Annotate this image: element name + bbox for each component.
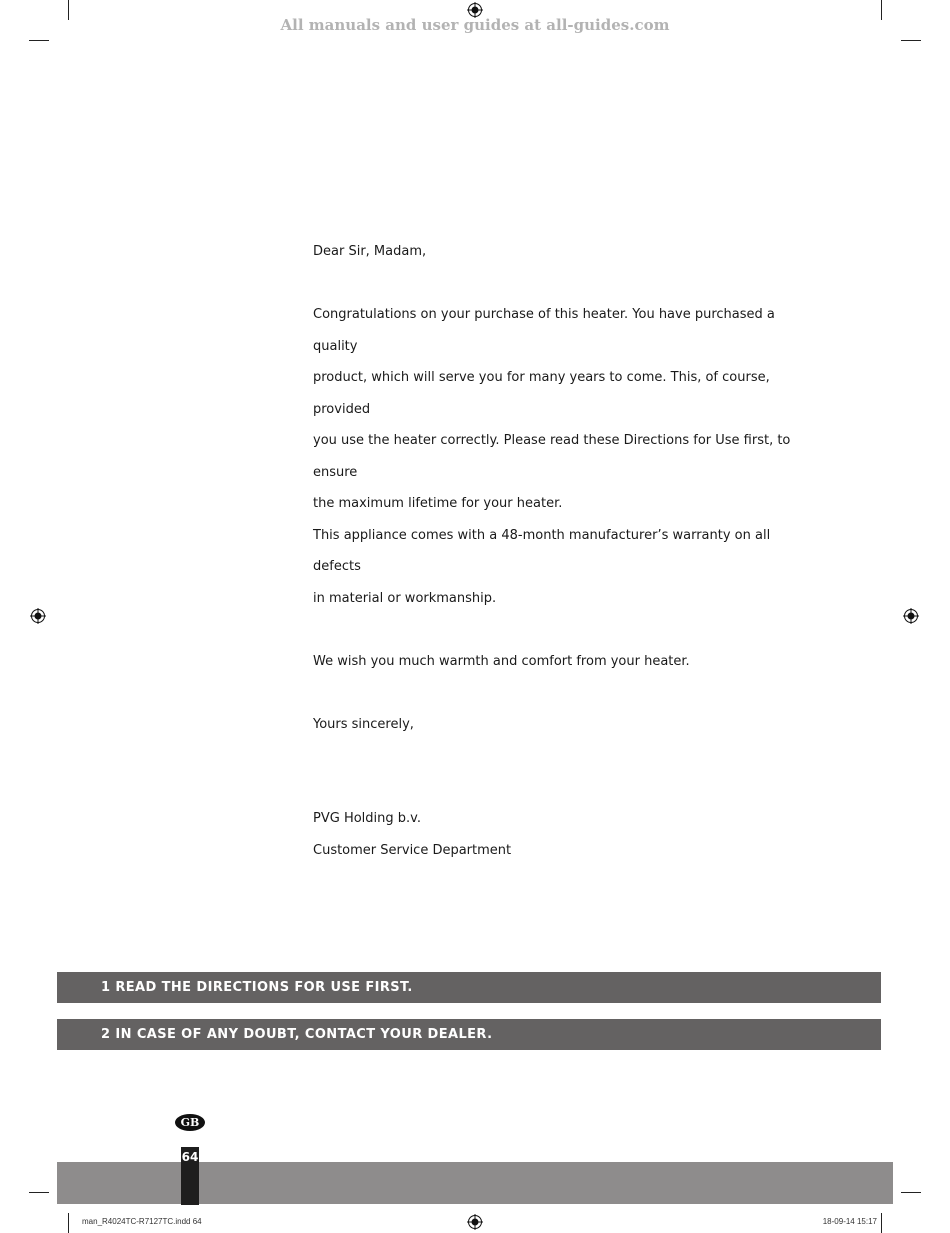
paragraph-line: in material or workmanship. [313, 590, 497, 606]
crop-mark-right-bottom [901, 1192, 921, 1193]
crop-mark-left-top [29, 40, 49, 41]
watermark-text: All manuals and user guides at all-guides.com [280, 16, 670, 34]
crop-mark-bottom-left [68, 1213, 69, 1233]
paragraph-line: you use the heater correctly. Please read these Directions for Use first, to ensure [313, 433, 791, 480]
page-number: 64 [181, 1147, 199, 1205]
slug-file: man_R4024TC-R7127TC.indd 64 [82, 1217, 202, 1226]
signature-department: Customer Service Department [313, 842, 512, 858]
closing-line: Yours sincerely, [313, 716, 414, 732]
wish-line: We wish you much warmth and comfort from your heater. [313, 653, 690, 669]
crop-mark-bottom-right [881, 1213, 882, 1233]
instruction-banner-2: 2 IN CASE OF ANY DOUBT, CONTACT YOUR DEALER. [57, 1019, 881, 1050]
language-badge: GB [175, 1114, 205, 1131]
crop-mark-right-top [901, 40, 921, 41]
crop-mark-left-bottom [29, 1192, 49, 1193]
registration-mark-bottom-icon [467, 1214, 483, 1230]
salutation: Dear Sir, Madam, [313, 244, 427, 259]
paragraph-line: This appliance comes with a 48-month manufacturer’s warranty on all defects [313, 527, 771, 574]
registration-mark-right-icon [903, 608, 919, 624]
letter-body [313, 236, 813, 866]
paragraph-line: product, which will serve you for many years to come. This, of course, provided [313, 370, 770, 417]
paragraph-line: Congratulations on your purchase of this heater. You have purchased a quality [313, 307, 775, 354]
instruction-banner-1: 1 READ THE DIRECTIONS FOR USE FIRST. [57, 972, 881, 1003]
slug-date: 18-09-14 15:17 [822, 1217, 877, 1226]
signature-company: PVG Holding b.v. [313, 811, 421, 826]
paragraph-line: the maximum lifetime for your heater. [313, 496, 563, 511]
registration-mark-left-icon [30, 608, 46, 624]
